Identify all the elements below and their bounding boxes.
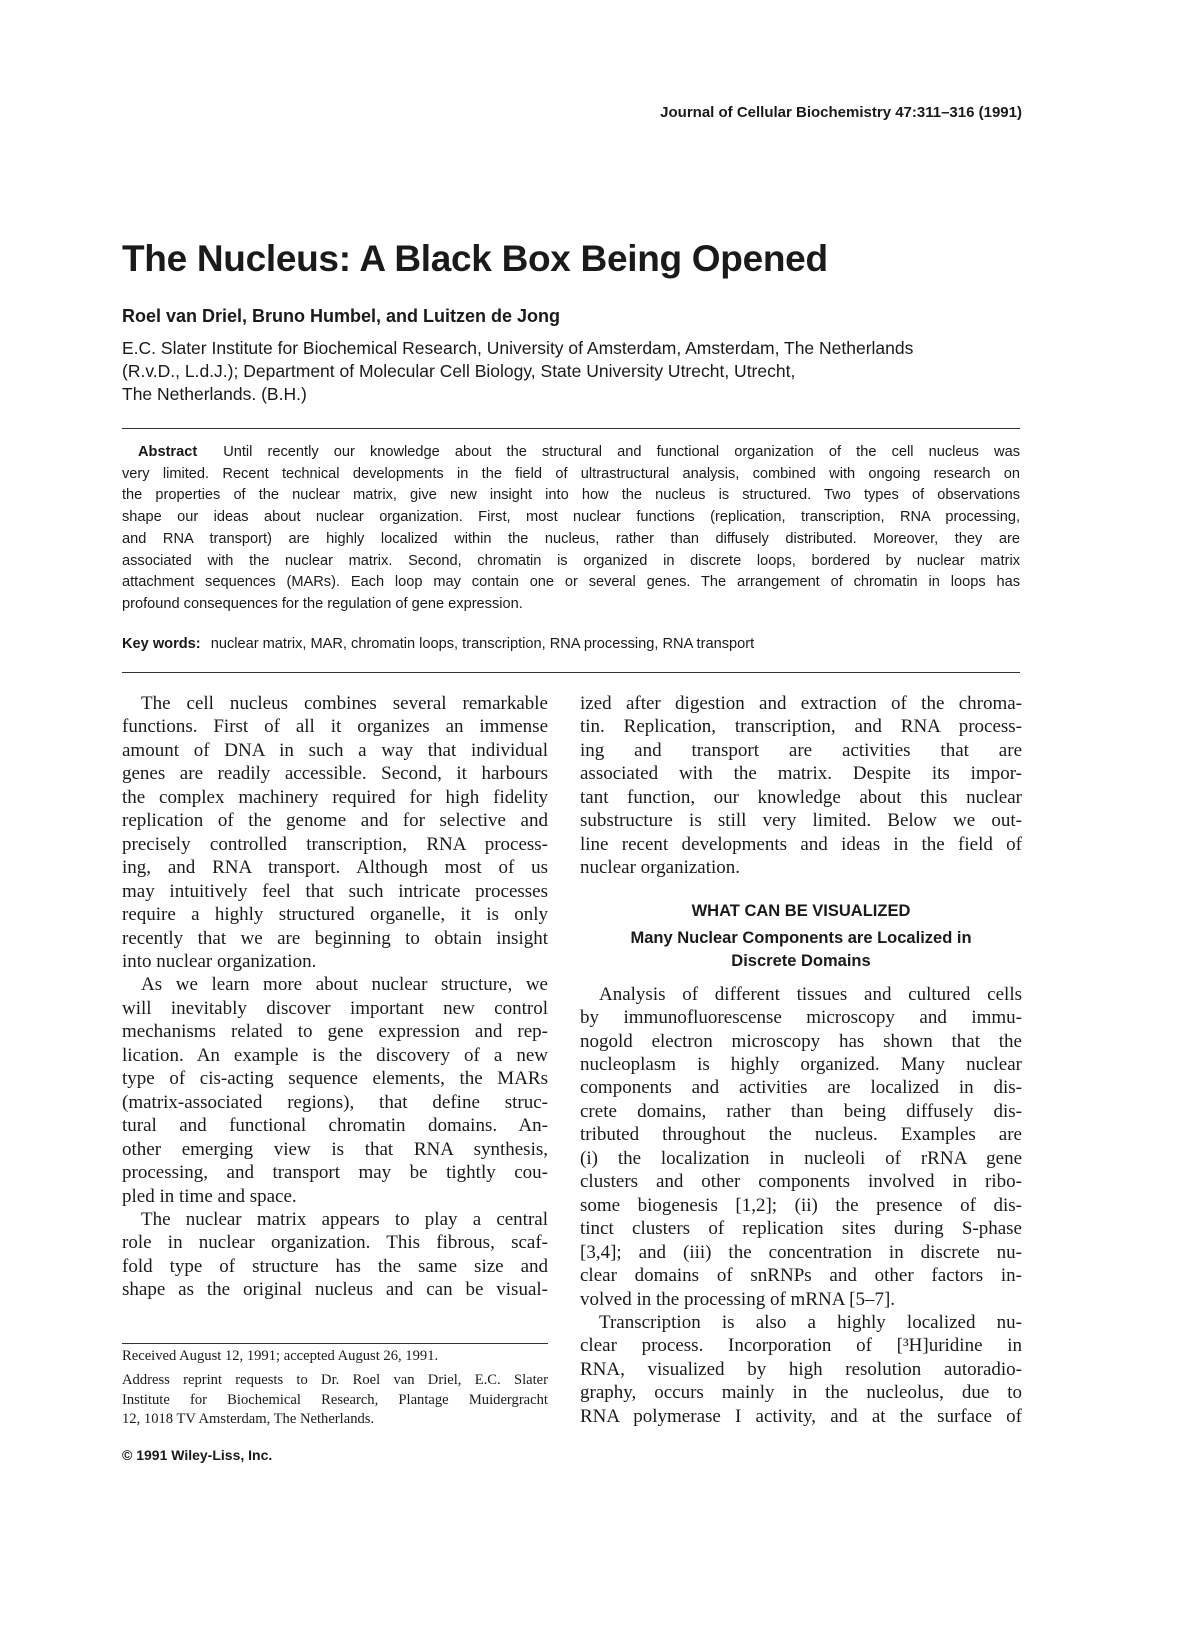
subsection-heading: Discrete Domains [731,951,871,970]
abstract [122,442,1020,616]
text-line: 12, 1018 TV Amsterdam, The Netherlands. [122,1410,375,1427]
text-line: processing, and transport may be tightly cou- [122,1162,548,1184]
spacer [580,973,1022,983]
text-line: As we learn more about nuclear structure, we [141,974,548,996]
abstract-line: the properties of the nuclear matrix, give new insight into how the nucleus is structured. Two types of observations [122,487,1020,504]
paragraph [122,1347,548,1366]
copyright: © 1991 Wiley-Liss, Inc. [122,1447,273,1463]
text-line: clusters and other components involved in ribo- [580,1171,1022,1193]
right-column [580,692,1022,1428]
paragraph [580,692,1022,880]
keywords-label: Key words: [122,636,201,652]
text-line: clear domains of snRNPs and other factors in- [580,1265,1022,1287]
text-line: graphy, occurs mainly in the nucleolus, due to [580,1382,1022,1404]
text-line: [3,4]; and (iii) the concentration in discrete nu- [580,1241,1022,1263]
text-line: shape as the original nucleus and can be visual- [122,1279,548,1301]
text-line: other emerging view is that RNA synthesis, [122,1138,548,1160]
text-line: require a highly structured organelle, it is only [122,904,548,926]
abstract-line: attachment sequences (MARs). Each loop may contain one or several genes. The arrangement of chromatin in loops has [122,574,1020,591]
subsection-heading: Many Nuclear Components are Localized in [630,928,972,947]
text-line: lication. An example is the discovery of a new [122,1044,548,1066]
text-line: Transcription is also a highly localized nu- [599,1311,1022,1333]
text-line: type of cis-acting sequence elements, the MARs [122,1068,548,1090]
journal-citation: Journal of Cellular Biochemistry 47:311–316 (1991) [660,104,1022,121]
text-line: tinct clusters of replication sites during S-phase [580,1218,1022,1240]
text-line: replication of the genome and for selective and [122,810,548,832]
text-line: may intuitively feel that such intricate processes [122,880,548,902]
text-line: will inevitably discover important new control [122,997,548,1019]
abstract-text: Until recently our knowledge about the structural and functional organization of the cell nucleus was [223,444,1020,460]
text-line: components and activities are localized in dis- [580,1077,1022,1099]
text-line: substructure is still very limited. Below we out- [580,810,1022,832]
text-line: RNA polymerase I activity, and at the surface of [580,1405,1022,1427]
spacer [580,880,1022,900]
abstract-line: associated with the nuclear matrix. Second, chromatin is organized in discrete loops, bordered by nuclear matrix [122,552,1020,569]
keywords [122,636,754,652]
text-line: into nuclear organization. [122,950,317,972]
abstract-label: Abstract [138,444,198,460]
text-line: (i) the localization in nucleoli of rRNA gene [580,1147,1022,1169]
divider-top [122,428,1020,429]
text-line: The cell nucleus combines several remarkable [141,693,548,714]
text-line: fold type of structure has the same size and [122,1255,548,1277]
divider-bottom [122,672,1020,673]
text-line: precisely controlled transcription, RNA process- [122,833,548,855]
paragraph [122,692,548,973]
text-line: tributed throughout the nucleus. Examples are [580,1124,1022,1146]
text-line: ing and transport are activities that are [580,739,1022,761]
text-line: nogold electron microscopy has shown that the [580,1030,1022,1052]
text-line: nuclear organization. [580,857,741,879]
paragraph [122,1371,548,1429]
footnotes [122,1347,548,1429]
text-line: tin. Replication, transcription, and RNA process- [580,716,1022,738]
affiliation-line: E.C. Slater Institute for Biochemical Research, University of Amsterdam, Amsterdam, The Netherlands [122,338,914,358]
text-line: ing, and RNA transport. Although most of us [122,857,548,879]
text-line: genes are readily accessible. Second, it harbours [122,763,548,785]
text-line: (matrix-associated regions), that define struc- [122,1091,548,1113]
text-line: the complex machinery required for high fidelity [122,786,548,808]
text-line: tural and functional chromatin domains. An- [122,1115,548,1137]
left-column [122,692,548,1302]
text-line: mechanisms related to gene expression and rep- [122,1021,548,1043]
text-line: line recent developments and ideas in the field of [580,833,1022,855]
text-line: The nuclear matrix appears to play a central [141,1208,548,1230]
paragraph [122,1208,548,1302]
text-line: associated with the matrix. Despite its impor- [580,763,1022,785]
text-line: RNA, visualized by high resolution autoradio- [580,1358,1022,1380]
abstract-line [122,442,1020,464]
abstract-line: very limited. Recent technical developments in the field of ultrastructural analysis, combined with ongoing research on [122,465,1020,482]
text-line: volved in the processing of mRNA [5–7]. [580,1288,896,1310]
text-line: by immunofluorescense microscopy and immu- [580,1007,1022,1029]
text-line: ized after digestion and extraction of the chroma- [580,693,1022,714]
section-heading: WHAT CAN BE VISUALIZED [691,901,911,920]
text-line: Address reprint requests to Dr. Roel van Driel, E.C. Slater [122,1372,548,1389]
text-line: recently that we are beginning to obtain insight [122,927,548,949]
paragraph [580,983,1022,1311]
text-line: pled in time and space. [122,1185,297,1207]
text-line: nucleoplasm is highly organized. Many nuclear [580,1053,1022,1075]
text-line: Received August 12, 1991; accepted August 26, 1991. [122,1348,439,1364]
text-line: clear process. Incorporation of [³H]uridine in [580,1335,1022,1357]
paper-title: The Nucleus: A Black Box Being Opened [122,238,828,279]
text-line: role in nuclear organization. This fibrous, scaf- [122,1232,548,1254]
paragraph [122,973,548,1208]
paragraph [580,1311,1022,1428]
text-line: some biogenesis [1,2]; (ii) the presence of dis- [580,1194,1022,1216]
authors: Roel van Driel, Bruno Humbel, and Luitzen de Jong [122,306,561,326]
abstract-line: shape our ideas about nuclear organization. First, most nuclear functions (replication, transcription, RNA processing, [122,509,1020,526]
text-line: tant function, our knowledge about this nuclear [580,786,1022,808]
abstract-line: and RNA transport) are highly localized within the nucleus, rather than diffusely distributed. Moreover, they are [122,530,1020,547]
abstract-line: profound consequences for the regulation of gene expression. [122,595,523,612]
text-line: functions. First of all it organizes an immense [122,716,548,738]
keywords-text: nuclear matrix, MAR, chromatin loops, transcription, RNA processing, RNA transport [210,636,755,652]
text-line: crete domains, rather than being diffusely dis- [580,1100,1022,1122]
affiliation-line: The Netherlands. (B.H.) [122,384,307,404]
footnote-divider [122,1343,548,1344]
text-line: Institute for Biochemical Research, Plantage Muidergracht [122,1391,548,1408]
affiliation-line: (R.v.D., L.d.J.); Department of Molecular Cell Biology, State University Utrecht, Utrecht, [122,361,796,381]
text-line: amount of DNA in such a way that individual [122,739,548,761]
affiliation [122,337,913,406]
text-line: Analysis of different tissues and cultured cells [599,983,1022,1005]
